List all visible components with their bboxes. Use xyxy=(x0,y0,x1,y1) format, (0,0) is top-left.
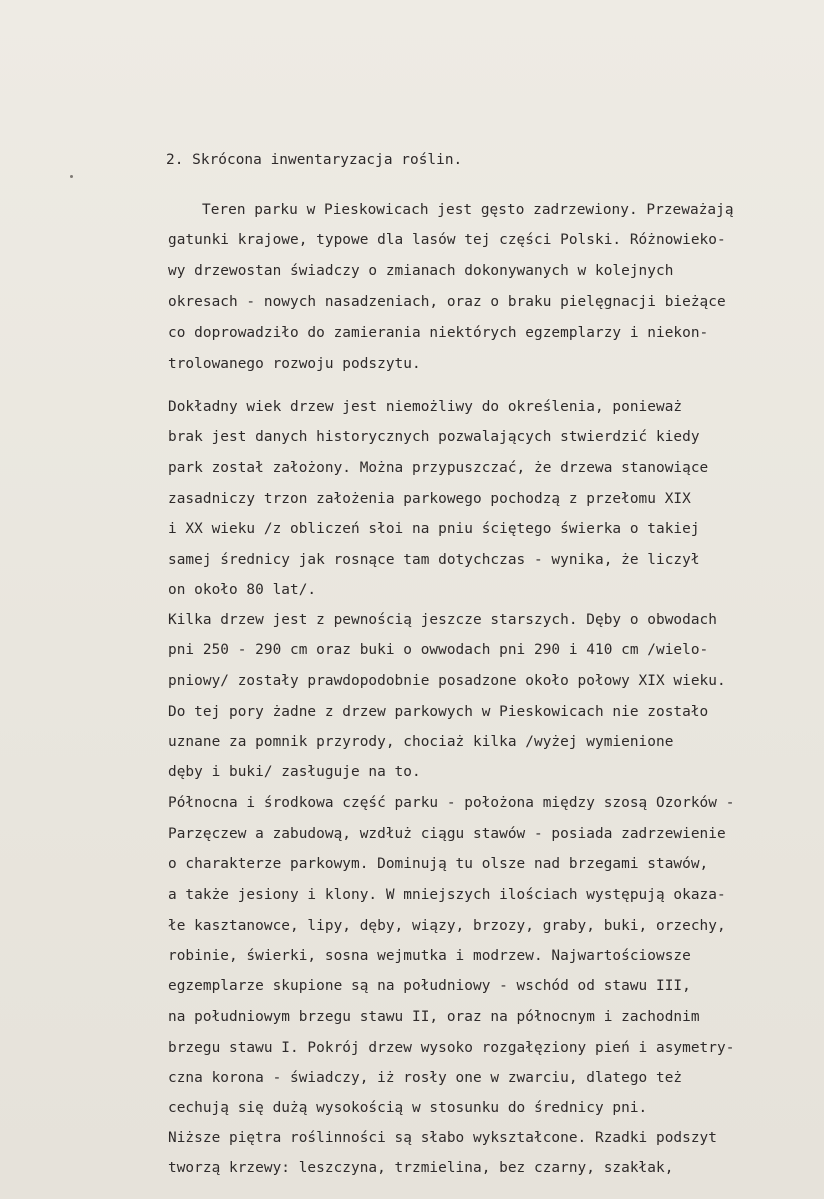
text-line-10: zasadniczy trzon założenia parkowego pochodzą z przełomu XIX xyxy=(168,491,691,507)
text-line-30: cechują się dużą wysokością w stosunku do średnicy pni. xyxy=(168,1100,648,1116)
text-line-4: okresach - nowych nasadzeniach, oraz o braku pielęgnacji bieżące xyxy=(168,294,726,310)
text-line-23: a także jesiony i klony. W mniejszych ilościach występują okaza- xyxy=(168,887,726,903)
text-line-28: brzegu stawu I. Pokrój drzew wysoko rozgałęziony pień i asymetry- xyxy=(168,1040,735,1056)
text-line-9: park został założony. Można przypuszczać, że drzewa stanowiące xyxy=(168,460,709,476)
text-line-7: Dokładny wiek drzew jest niemożliwy do określenia, ponieważ xyxy=(168,399,683,415)
text-line-27: na południowym brzegu stawu II, oraz na północnym i zachodnim xyxy=(168,1009,700,1025)
text-line-31: Niższe piętra roślinności są słabo wykształcone. Rzadki podszyt xyxy=(168,1130,717,1146)
text-line-11: i XX wieku /z obliczeń słoi na pniu ściętego świerka o takiej xyxy=(168,521,700,537)
text-line-24: łe kasztanowce, lipy, dęby, wiązy, brzozy, graby, buki, orzechy, xyxy=(168,918,726,934)
text-line-17: Do tej pory żadne z drzew parkowych w Pieskowicach nie zostało xyxy=(168,704,709,720)
text-line-25: robinie, świerki, sosna wejmutka i modrzew. Najwartościowsze xyxy=(168,948,691,964)
text-line-2: gatunki krajowe, typowe dla lasów tej części Polski. Różnowieko- xyxy=(168,232,726,248)
text-line-26: egzemplarze skupione są na południowy - wschód od stawu III, xyxy=(168,978,691,994)
text-line-13: on około 80 lat/. xyxy=(168,582,317,598)
text-line-5: co doprowadziło do zamierania niektórych egzemplarzy i niekon- xyxy=(168,325,709,341)
text-line-12: samej średnicy jak rosnące tam dotychczas - wynika, że liczył xyxy=(168,552,700,568)
text-line-22: o charakterze parkowym. Dominują tu olsze nad brzegami stawów, xyxy=(168,856,709,872)
text-line-20: Północna i środkowa część parku - położona między szosą Ozorków - xyxy=(168,795,735,811)
page-mark xyxy=(70,175,73,178)
section-heading: 2. Skrócona inwentaryzacja roślin. xyxy=(166,152,463,168)
text-line-18: uznane za pomnik przyrody, chociaż kilka /wyżej wymienione xyxy=(168,734,674,750)
text-line-15: pni 250 - 290 cm oraz buki o owwodach pni 290 i 410 cm /wielo- xyxy=(168,642,709,658)
text-line-6: trolowanego rozwoju podszytu. xyxy=(168,356,421,372)
text-line-1: Teren parku w Pieskowicach jest gęsto zadrzewiony. Przeważają xyxy=(202,202,734,218)
text-line-8: brak jest danych historycznych pozwalających stwierdzić kiedy xyxy=(168,429,700,445)
text-line-16: pniowy/ zostały prawdopodobnie posadzone około połowy XIX wieku. xyxy=(168,673,726,689)
text-line-19: dęby i buki/ zasługuje na to. xyxy=(168,764,421,780)
text-line-3: wy drzewostan świadczy o zmianach dokonywanych w kolejnych xyxy=(168,263,674,279)
text-line-32: tworzą krzewy: leszczyna, trzmielina, bez czarny, szakłak, xyxy=(168,1160,674,1176)
text-line-29: czna korona - świadczy, iż rosły one w zwarciu, dlatego też xyxy=(168,1070,683,1086)
text-line-14: Kilka drzew jest z pewnością jeszcze starszych. Dęby o obwodach xyxy=(168,612,717,628)
text-line-21: Parzęczew a zabudową, wzdłuż ciągu stawów - posiada zadrzewienie xyxy=(168,826,726,842)
